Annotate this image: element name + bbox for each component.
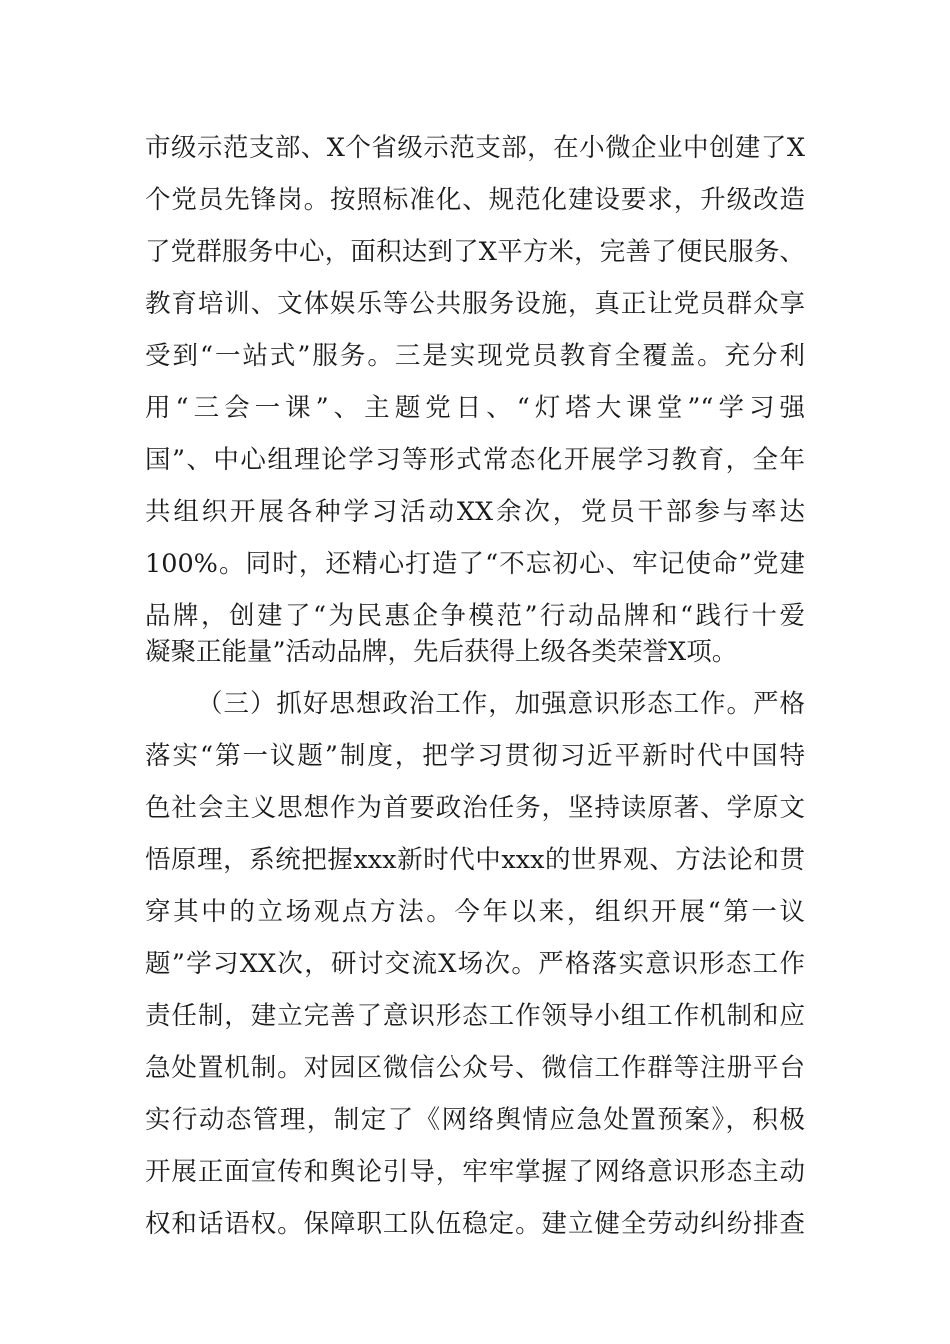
paragraph-line: 责任制，建立完善了意识形态工作领导小组工作机制和应 (145, 1001, 805, 1031)
paragraph-line: 色社会主义思想作为首要政治任务，坚持读原著、学原文 (145, 793, 805, 823)
paragraph-line: 国”、中心组理论学习等形式常态化开展学习教育，全年 (145, 445, 805, 475)
paragraph-line: 穿其中的立场观点方法。今年以来，组织开展“第一议 (145, 897, 805, 927)
paragraph-line: 受到“一站式”服务。三是实现党员教育全覆盖。充分利 (145, 341, 805, 371)
paragraph-line: 共组织开展各种学习活动XX余次，党员干部参与率达 (145, 497, 805, 527)
paragraph-line: 市级示范支部、X个省级示范支部，在小微企业中创建了X (145, 133, 805, 163)
paragraph-line: 悟原理，系统把握xxx新时代中xxx的世界观、方法论和贯 (145, 845, 805, 875)
paragraph-line: 个党员先锋岗。按照标准化、规范化建设要求，升级改造 (145, 185, 805, 215)
paragraph-line: 权和话语权。保障职工队伍稳定。建立健全劳动纠纷排查 (145, 1209, 805, 1239)
paragraph-line: 用“三会一课”、主题党日、“灯塔大课堂”“学习强 (145, 393, 805, 423)
paragraph-line: 教育培训、文体娱乐等公共服务设施，真正让党员群众享 (145, 289, 805, 319)
paragraph-line: 100%。同时，还精心打造了“不忘初心、牢记使命”党建 (145, 549, 805, 579)
paragraph-line: 急处置机制。对园区微信公众号、微信工作群等注册平台 (145, 1053, 805, 1083)
paragraph-line: （三）抓好思想政治工作，加强意识形态工作。严格 (197, 689, 805, 719)
paragraph-line: 品牌，创建了“为民惠企争模范”行动品牌和“践行十爱 (145, 601, 805, 631)
paragraph-line: 了党群服务中心，面积达到了X平方米，完善了便民服务、 (145, 237, 805, 267)
paragraph-line: 开展正面宣传和舆论引导，牢牢掌握了网络意识形态主动 (145, 1157, 805, 1187)
paragraph-line: 凝聚正能量”活动品牌，先后获得上级各类荣誉X项。 (145, 637, 738, 667)
paragraph-line: 题”学习XX次，研讨交流X场次。严格落实意识形态工作 (145, 949, 805, 979)
paragraph-line: 实行动态管理，制定了《网络舆情应急处置预案》，积极 (145, 1105, 805, 1135)
paragraph-line: 落实“第一议题”制度，把学习贯彻习近平新时代中国特 (145, 741, 805, 771)
